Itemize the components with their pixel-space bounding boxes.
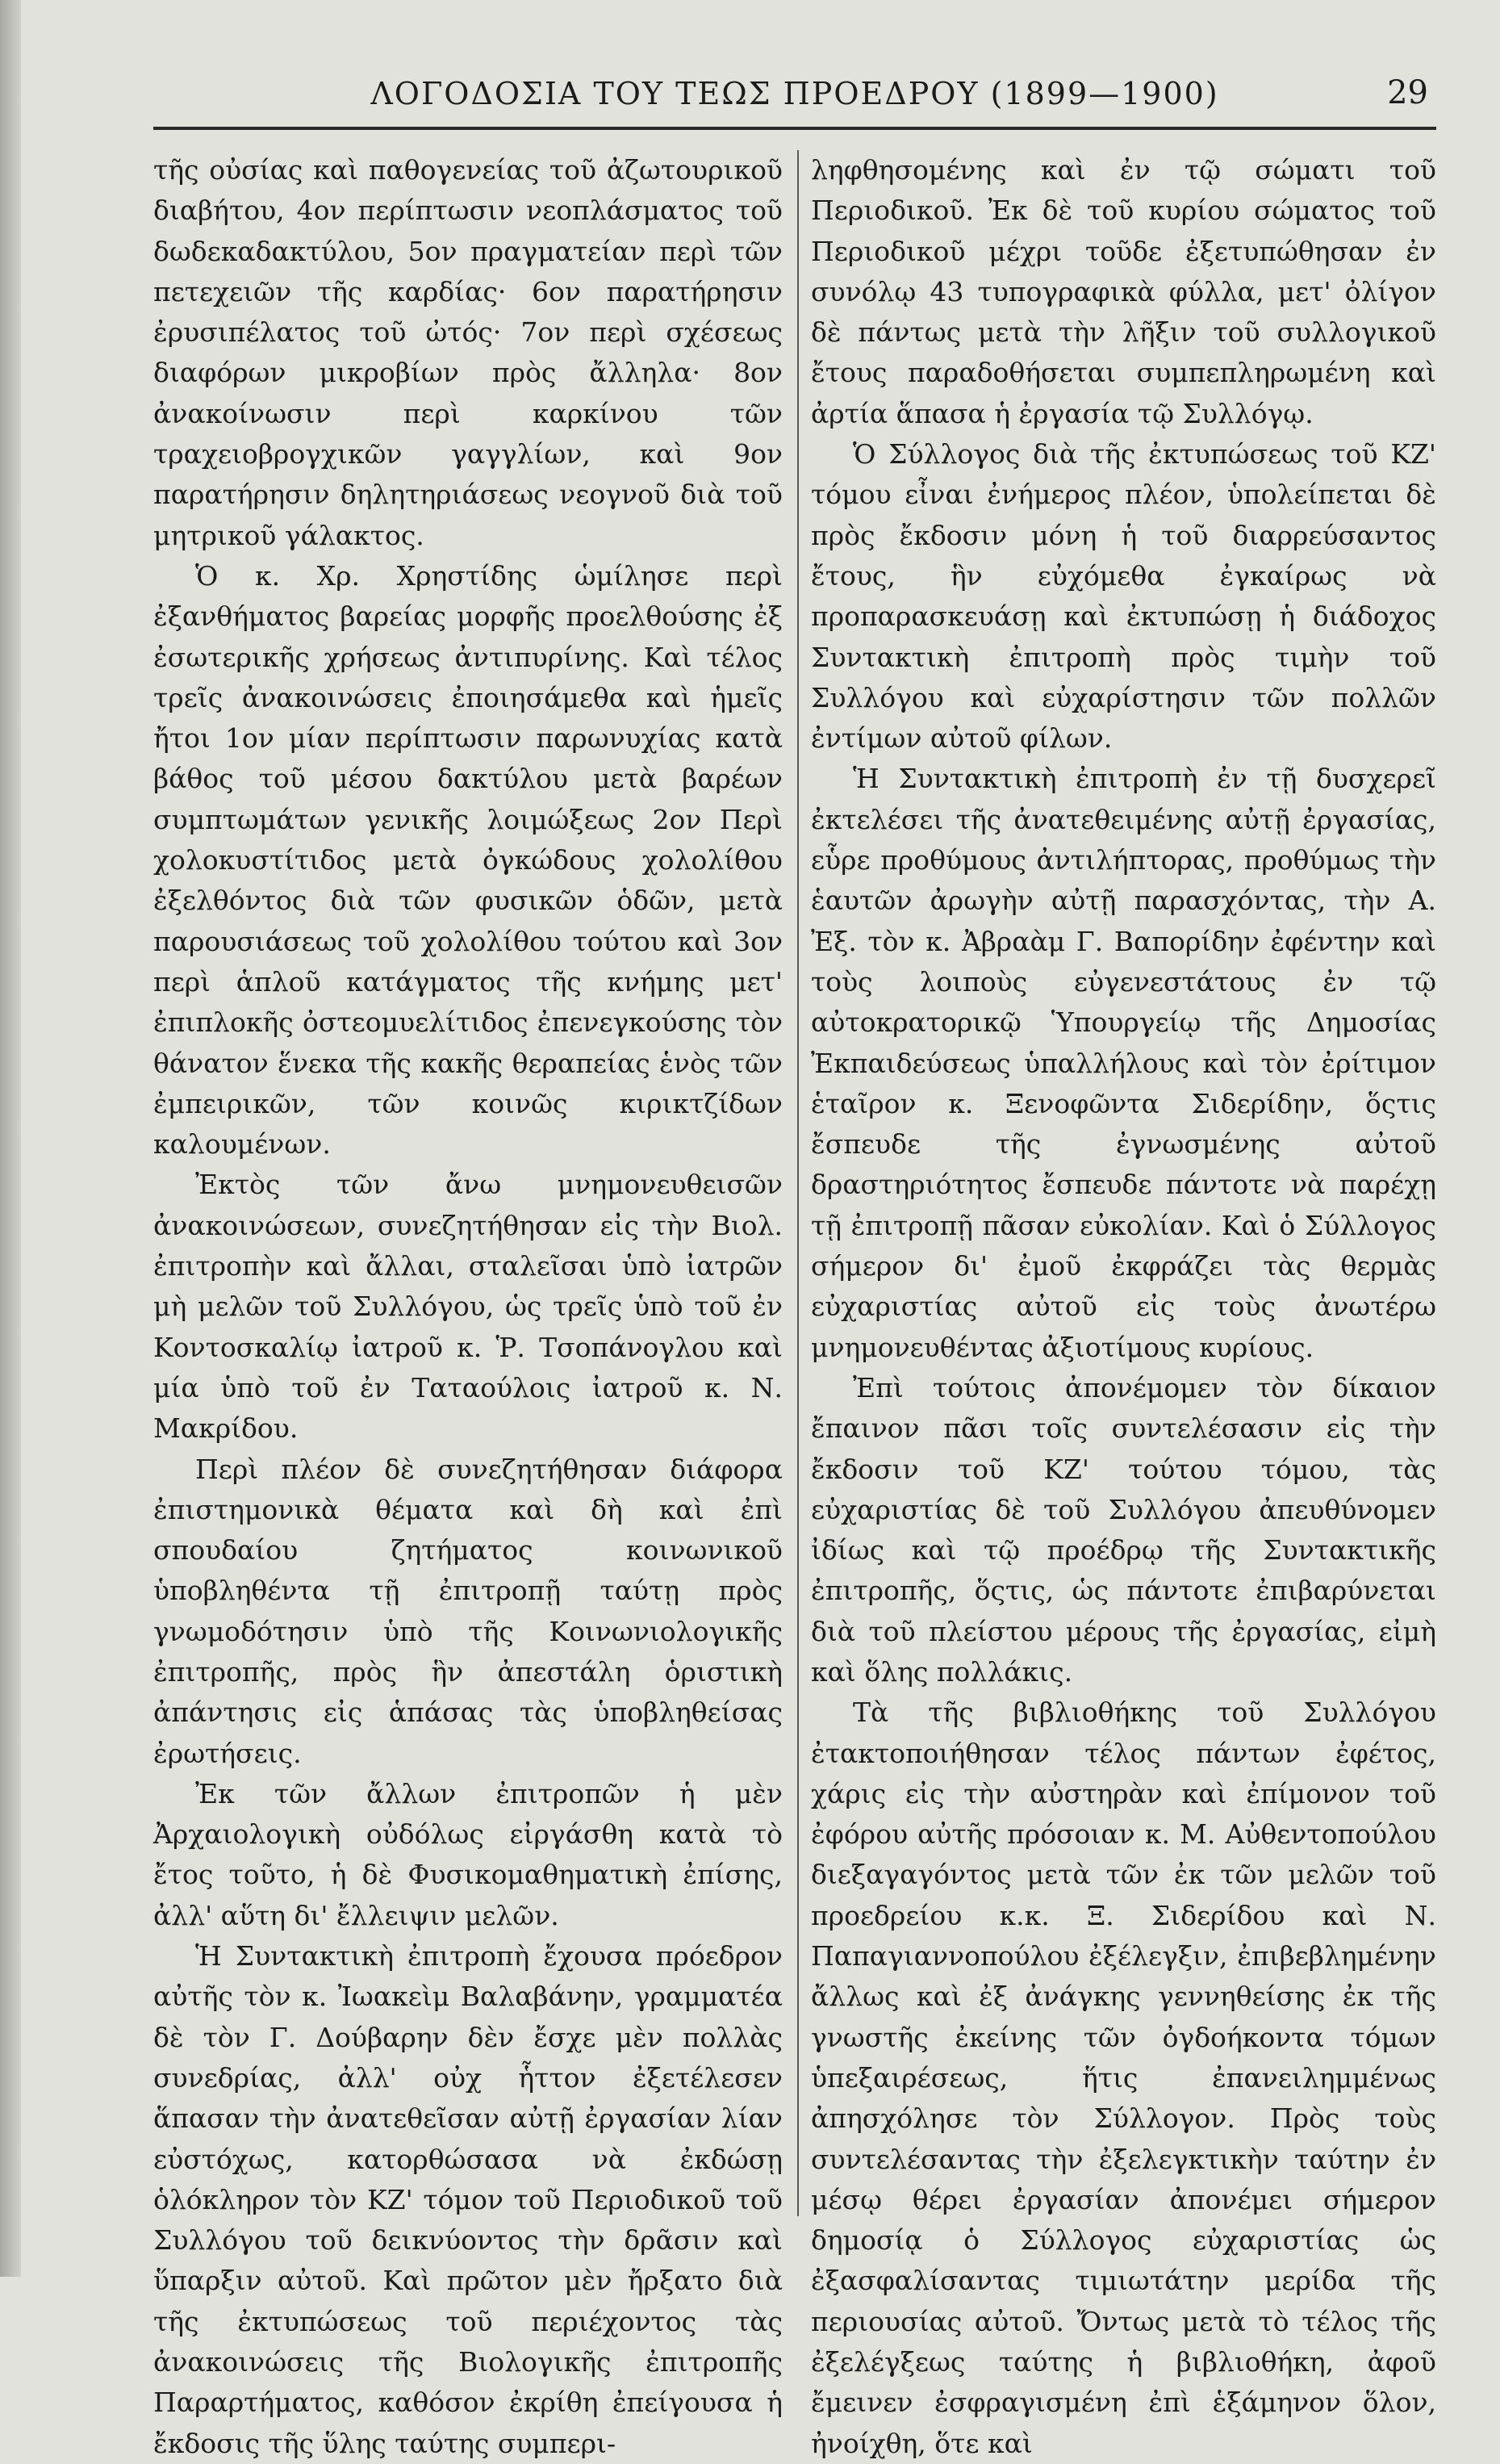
scan-margin-strip: [0, 0, 21, 2277]
paragraph: Ἐπὶ τούτοις ἀπονέμομεν τὸν δίκαιον ἔπαινον πᾶσι τοῖς συντελέσασιν εἰς τὴν ἔκδοσιν τοῦ ΚΖ' τούτου τόμου, τὰς εὐχαριστίας δὲ τοῦ Συλλόγου ἀπευθύνομεν ἰδίως καὶ τῷ προέδρῳ τῆς Συντακτικῆς ἐπιτροπῆς, ὅςτις, ὡς πάντοτε ἐπιβαρύνεται διὰ τοῦ πλείστου μέρους τῆς ἐργασίας, εἰμὴ καὶ ὅλης πολλάκις.: [811, 1371, 1436, 1688]
paragraph: Ἐκτὸς τῶν ἄνω μνημονευθεισῶν ἀνακοινώσεων, συνεζητήθησαν εἰς τὴν Βιολ. ἐπιτροπὴν καὶ ἄλλαι, σταλεῖσαι ὑπὸ ἰατρῶν μὴ μελῶν τοῦ Συλλόγου, ὡς τρεῖς ὑπὸ τοῦ ἐν Κοντοσκαλίῳ ἰατροῦ κ. Ῥ. Τσοπάνογλου καὶ μία ὑπὸ τοῦ ἐν Ταταούλοις ἰατροῦ κ. Ν. Μακρίδου.: [153, 1169, 783, 1445]
paragraph: Τὰ τῆς βιβλιοθήκης τοῦ Συλλόγου ἐτακτοποιήθησαν τέλος πάντων ἐφέτος, χάρις εἰς τὴν αὐστηρὰν καὶ ἐπίμονον τοῦ ἐφόρου αὐτῆς πρόσοιαν κ. Μ. Αὐθεντοπούλου διεξαγαγόντος μετὰ τῶν ἐκ τῶν μελῶν τοῦ προεδρείου κ.κ. Ξ. Σιδερίδου καὶ Ν. Παπαγιαννοπούλου ἐξέλεγξιν, ἐπιβεβλημένην ἄλλως καὶ ἐξ ἀνάγκης γεννηθείσης ἐκ τῆς γνωστῆς ἐκείνης τῶν ὀγδοήκοντα τόμων ὑπεξαιρέσεως, ἥτις ἐπανειλημμένως ἀπησχόλησε τὸν Σύλλογον. Πρὸς τοὺς συντελέσαντας τὴν ἐξελεγκτικὴν ταύτην ἐν μέσῳ θέρει ἐργασίαν ἀπονέμει σήμερον δημοσίᾳ ὁ Σύλλογος εὐχαριστίας ὡς ἐξασφαλίσαντας τιμιωτάτην μερίδα τῆς περιουσίας αὐτοῦ. Ὄντως μετὰ τὸ τέλος τῆς ἐξελέγξεως ταύτης ἡ βιβλιοθήκη, ἀφοῦ ἔμεινεν ἐσφραγισμένη ἐπὶ ἑξάμηνον ὅλον, ἠνοίχθη, ὅτε καὶ: [811, 1696, 1436, 2459]
paragraph: τῆς οὐσίας καὶ παθογενείας τοῦ ἀζωτουρικοῦ διαβήτου, 4ον περίπτωσιν νεοπλάσματος τοῦ δωδεκαδακτύλου, 5ον πραγματείαν περὶ τῶν πετεχειῶν τῆς καρδίας· 6ον παρατήρησιν ἐρυσιπέλατος τοῦ ὠτός· 7ον περὶ σχέσεως διαφόρων μικροβίων πρὸς ἄλληλα· 8ον ἀνακοίνωσιν περὶ καρκίνου τῶν τραχειοβρογχικῶν γαγγλίων, καὶ 9ον παρατήρησιν δηλητηριάσεως νεογνοῦ διὰ τοῦ μητρικοῦ γάλακτος.: [153, 154, 783, 551]
paragraph: Ὁ κ. Χρ. Χρηστίδης ὡμίλησε περὶ ἐξανθήματος βαρείας μορφῆς προελθούσης ἐξ ἐσωτερικῆς χρήσεως ἀντιπυρίνης. Καὶ τέλος τρεῖς ἀνακοινώσεις ἐποιησάμεθα καὶ ἡμεῖς ἤτοι 1ον μίαν περίπτωσιν παρωνυχίας κατὰ βάθος τοῦ μέσου δακτύλου μετὰ βαρέων συμπτωμάτων γενικῆς λοιμώξεως 2ον Περὶ χολοκυστίτιδος μετὰ ὀγκώδους χολολίθου ἐξελθόντος διὰ τῶν φυσικῶν ὁδῶν, μετὰ παρουσιάσεως τοῦ χολολίθου τούτου καὶ 3ον περὶ ἁπλοῦ κατάγματος τῆς κνήμης μετ' ἐπιπλοκῆς ὀστεομυελίτιδος ἐπενεγκούσης τὸν θάνατον ἕνεκα τῆς κακῆς θεραπείας ἑνὸς τῶν ἐμπειρικῶν, τῶν κοινῶς κιρικτζίδων καλουμένων.: [153, 559, 783, 1161]
running-title: ΛΟΓΟΔΟΣΙΑ ΤΟΥ ΤΕΩΣ ΠΡΟΕΔΡΟΥ (1899—1900): [370, 76, 1219, 111]
paragraph: ληφθησομένης καὶ ἐν τῷ σώματι τοῦ Περιοδικοῦ. Ἐκ δὲ τοῦ κυρίου σώματος τοῦ Περιοδικοῦ μέχρι τοῦδε ἐξετυπώθησαν ἐν συνόλῳ 43 τυπογραφικὰ φύλλα, μετ' ὀλίγον δὲ πάντως μετὰ τὴν λῆξιν τοῦ συλλογικοῦ ἔτους παραδοθήσεται συμπεπληρωμένη καὶ ἀρτία ἅπασα ἡ ἐργασία τῷ Συλλόγῳ.: [811, 154, 1436, 429]
column-divider: [797, 150, 799, 2216]
right-column: [811, 150, 1436, 2459]
paragraph: Ἡ Συντακτικὴ ἐπιτροπὴ ἔχουσα πρόεδρον αὐτῆς τὸν κ. Ἰωακεὶμ Βαλαβάνην, γραμματέα δὲ τὸν Γ. Δούβαρην δὲν ἔσχε μὲν πολλὰς συνεδρίας, ἀλλ' οὐχ ἧττον ἐξετέλεσεν ἅπασαν τὴν ἀνατεθεῖσαν αὐτῇ ἐργασίαν λίαν εὐστόχως, κατορθώσασα νὰ ἐκδώσῃ ὁλόκληρον τὸν ΚΖ' τόμον τοῦ Περιοδικοῦ τοῦ Συλλόγου τοῦ δεικνύοντος τὴν δρᾶσιν καὶ ὕπαρξιν αὐτοῦ. Καὶ πρῶτον μὲν ἤρξατο διὰ τῆς ἐκτυπώσεως τοῦ περιέχοντος τὰς ἀνακοινώσεις τῆς Βιολογικῆς ἐπιτροπῆς Παραρτήματος, καθόσον ἐκρίθη ἐπείγουσα ἡ ἔκδοσις τῆς ὕλης ταύτης συμπερι-: [153, 1940, 783, 2459]
page-header: [153, 71, 1436, 119]
paragraph: Ὁ Σύλλογος διὰ τῆς ἐκτυπώσεως τοῦ ΚΖ' τόμου εἶναι ἐνήμερος πλέον, ὑπολείπεται δὲ πρὸς ἔκδοσιν μόνη ἡ τοῦ διαρρεύσαντος ἔτους, ἣν εὐχόμεθα ἐγκαίρως νὰ προπαρασκευάσῃ καὶ ἐκτυπώσῃ ἡ διάδοχος Συντακτικὴ ἐπιτροπὴ πρὸς τιμὴν τοῦ Συλλόγου καὶ εὐχαρίστησιν τῶν πολλῶν ἐντίμων αὐτοῦ φίλων.: [811, 438, 1436, 755]
page-number: 29: [1387, 74, 1428, 111]
left-column: [153, 150, 783, 2459]
paragraph: Ἐκ τῶν ἄλλων ἐπιτροπῶν ἡ μὲν Ἀρχαιολογικὴ οὐδόλως εἰργάσθη κατὰ τὸ ἔτος τοῦτο, ἡ δὲ Φυσικομαθηματικὴ ἐπίσης, ἀλλ' αὕτη δι' ἔλλειψιν μελῶν.: [153, 1777, 783, 1931]
paragraph: Ἡ Συντακτικὴ ἐπιτροπὴ ἐν τῇ δυσχερεῖ ἐκτελέσει τῆς ἀνατεθειμένης αὐτῇ ἐργασίας, εὗρε προθύμους ἀντιλήπτορας, προθύμως τὴν ἑαυτῶν ἀρωγὴν αὐτῇ παρασχόντας, τὴν Α. Ἐξ. τὸν κ. Ἀβραὰμ Γ. Βαπορίδην ἐφέντην καὶ τοὺς λοιποὺς εὐγενεστάτους ἐν τῷ αὐτοκρατορικῷ Ὑπουργείῳ τῆς Δημοσίας Ἐκπαιδεύσεως ὑπαλλήλους καὶ τὸν ἐρίτιμον ἑταῖρον κ. Ξενοφῶντα Σιδερίδην, ὅςτις ἔσπευδε τῆς ἐγνωσμένης αὐτοῦ δραστηριότητος ἔσπευδε πάντοτε νὰ παρέχῃ τῇ ἐπιτροπῇ πᾶσαν εὐκολίαν. Καὶ ὁ Σύλλογος σήμερον δι' ἐμοῦ ἐκφράζει τὰς θερμὰς εὐχαριστίας αὐτοῦ εἰς τοὺς ἀνωτέρω μνημονευθέντας ἀξιοτίμους κυρίους.: [811, 763, 1436, 1363]
header-rule: [153, 127, 1436, 130]
paragraph: Περὶ πλέον δὲ συνεζητήθησαν διάφορα ἐπιστημονικὰ θέματα καὶ δὴ καὶ ἐπὶ σπουδαίου ζητήματος κοινωνικοῦ ὑποβληθέντα τῇ ἐπιτροπῇ ταύτῃ πρὸς γνωμοδότησιν ὑπὸ τῆς Κοινωνιολογικῆς ἐπιτροπῆς, πρὸς ἣν ἀπεστάλη ὁριστικὴ ἀπάντησις εἰς ἁπάσας τὰς ὑποβληθείσας ἐρωτήσεις.: [153, 1453, 783, 1769]
